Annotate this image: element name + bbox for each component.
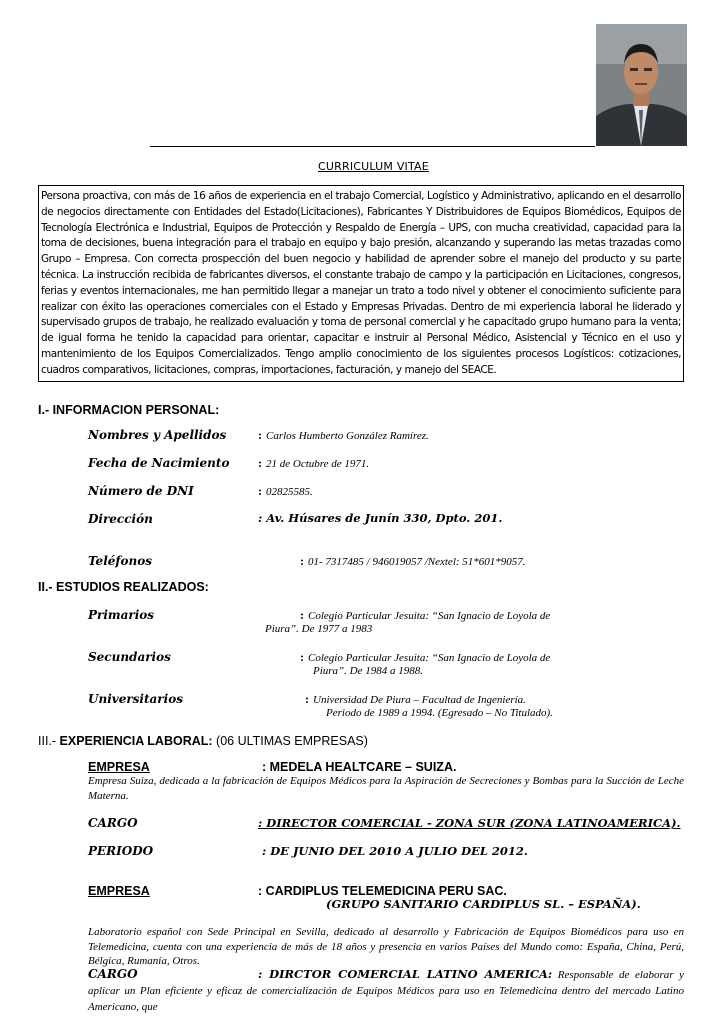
address-colon: : [258, 511, 267, 525]
document-title: CURRICULUM VITAE [318, 160, 429, 173]
profile-summary: Persona proactiva, con más de 16 años de experiencia en el trabajo Comercial, Logístico y Administrativo, aplicando en el desarrollo de negocios directamente con Entidades del Estado(Licitaciones), Fabricantes Y Distribuidores de Equipos Biomédicos, Equipos de Tecnología Electrónica e Industrial, Equipos de Protección y Respaldo de Energía – UPS, con mucha creatividad, capacidad para la toma de decisiones, buena integración para el trabajo en equipo y bajo presión, alcanzando y superando las metas trazadas como Grupo – Empresa. Con correcta prospección del buen negocio y habilidad de aprender sobre el manejo del producto y su parte técnica. La instrucción recibida de fabricantes diversos, el constante trabajo de campo y la participación en Licitaciones, congresos, ferias y eventos internacionales, me han permitido llegar a manejar un trato a todo nivel y obtener el conocimiento suficiente para realizar con éxito las operaciones comerciales con el Estado y Empresas Privadas. Dentro de mi experiencia laboral he liderado y supervisado grupos de trabajo, he realizado evaluación y toma de personal comercial y he capacitado grupo humano para la venta; de igual forma he tenido la capacidad para orientar, capacitar e instruir al Personal Médico, Asistencial y Técnico en el uso y mantenimiento de los Equipos Comercializados. Tengo amplio conocimiento de los siguientes procesos Logísticos: cotizaciones, cuadros comparativos, licitaciones, compras, importaciones, facturación, y manejo del SEACE. [38, 185, 684, 382]
primary-line2: Piura”. De 1977 a 1983 [265, 623, 373, 635]
primary-text: Colegio Particular Jesuita: “San Ignacio de Loyola de [308, 610, 551, 622]
birth-label: Fecha de Nacimiento [88, 456, 230, 470]
birth-text: 21 de Octubre de 1971. [266, 458, 370, 470]
job1-company-label: EMPRESA [88, 760, 150, 774]
job2-company-label: EMPRESA [88, 884, 150, 898]
experience-heading-bold: EXPERIENCIA LABORAL: [59, 734, 213, 748]
person-portrait-icon [596, 24, 687, 146]
profile-photo [596, 24, 687, 146]
dni-text: 02825585. [266, 486, 313, 498]
job2-cargo: : DIRCTOR COMERCIAL LATINO AMERICA: [258, 967, 553, 981]
job1-period-label: PERIODO [88, 844, 154, 858]
birth-value: : 21 de Octubre de 1971. [258, 456, 370, 470]
job1-description: Empresa Suiza, dedicada a la fabricación de Equipos Médicos para la Aspiración de Secreciones y Bombas para la Succión de Leche Materna. [88, 775, 684, 802]
experience-prefix: III.- [38, 734, 57, 748]
secondary-label: Secundarios [88, 650, 171, 664]
university-text: Universidad De Piura – Facultad de Ingeniería. [313, 694, 526, 706]
university-line1: : Universidad De Piura – Facultad de Ingeniería. [305, 692, 526, 706]
university-label: Universitarios [88, 692, 183, 706]
dni-value: : 02825585. [258, 484, 313, 498]
experience-heading-rest: (06 ULTIMAS EMPRESAS) [216, 734, 368, 748]
address-text: Av. Húsares de Junín 330, Dpto. 201. [266, 511, 503, 525]
secondary-text: Colegio Particular Jesuita: “San Ignacio de Loyola de [308, 652, 551, 664]
name-text: Carlos Humberto González Ramírez. [266, 430, 429, 442]
secondary-line1: : Colegio Particular Jesuita: “San Ignacio de Loyola de [300, 650, 551, 664]
job2-cargo-label: CARGO [88, 967, 138, 981]
phone-value: : 01- 7317485 / 946019057 /Nextel: 51*601*9057. [300, 554, 526, 568]
secondary-line2: Piura”. De 1984 a 1988. [313, 665, 423, 677]
phone-text: 01- 7317485 / 946019057 /Nextel: 51*601*9057. [308, 556, 526, 568]
job1-company: : MEDELA HEALTCARE – SUIZA. [262, 760, 457, 774]
section-heading-studies: II.- ESTUDIOS REALIZADOS: [38, 580, 209, 594]
job1-cargo: : DIRECTOR COMERCIAL - ZONA SUR (ZONA LATINOAMERICA). [258, 816, 681, 830]
job2-description: Laboratorio español con Sede Principal en Sevilla, dedicado al desarrollo y Fabricación de Equipos Biomédicos para uso en Telemedicina, cuenta con una experiencia de más de 18 años y presencia en varios Países del Mundo como: España, China, Perú, Bélgica, Rumanía, Otros. [88, 926, 684, 967]
phone-label: Teléfonos [88, 554, 153, 568]
primary-line1: : Colegio Particular Jesuita: “San Ignacio de Loyola de [300, 608, 551, 622]
dni-label: Número de DNI [88, 484, 194, 498]
job2-company: : CARDIPLUS TELEMEDICINA PERU SAC. [258, 884, 507, 898]
job2-cargo-block [88, 966, 684, 1015]
name-value: : Carlos Humberto González Ramírez. [258, 428, 429, 442]
job2-group: (GRUPO SANITARIO CARDIPLUS SL. – ESPAÑA). [326, 897, 641, 911]
section-heading-personal: I.- INFORMACION PERSONAL: [38, 403, 220, 417]
job1-period: : DE JUNIO DEL 2010 A JULIO DEL 2012. [262, 844, 528, 858]
address-value [258, 511, 502, 525]
section-heading-experience [38, 734, 368, 748]
job1-cargo-label: CARGO [88, 816, 138, 830]
name-label: Nombres y Apellidos [88, 428, 227, 442]
job2-cargo-desc: Responsable de elaborar y aplicar un Plan eficiente y eficaz de comercialización de Equipos Médicos para uso en Telemedicina dentro del mercado Latino Americano, que [88, 969, 684, 1013]
header-rule [150, 146, 595, 147]
primary-label: Primarios [88, 608, 155, 622]
address-label: Dirección [88, 512, 153, 526]
university-line2: Periodo de 1989 a 1994. (Egresado – No Titulado). [326, 707, 553, 719]
